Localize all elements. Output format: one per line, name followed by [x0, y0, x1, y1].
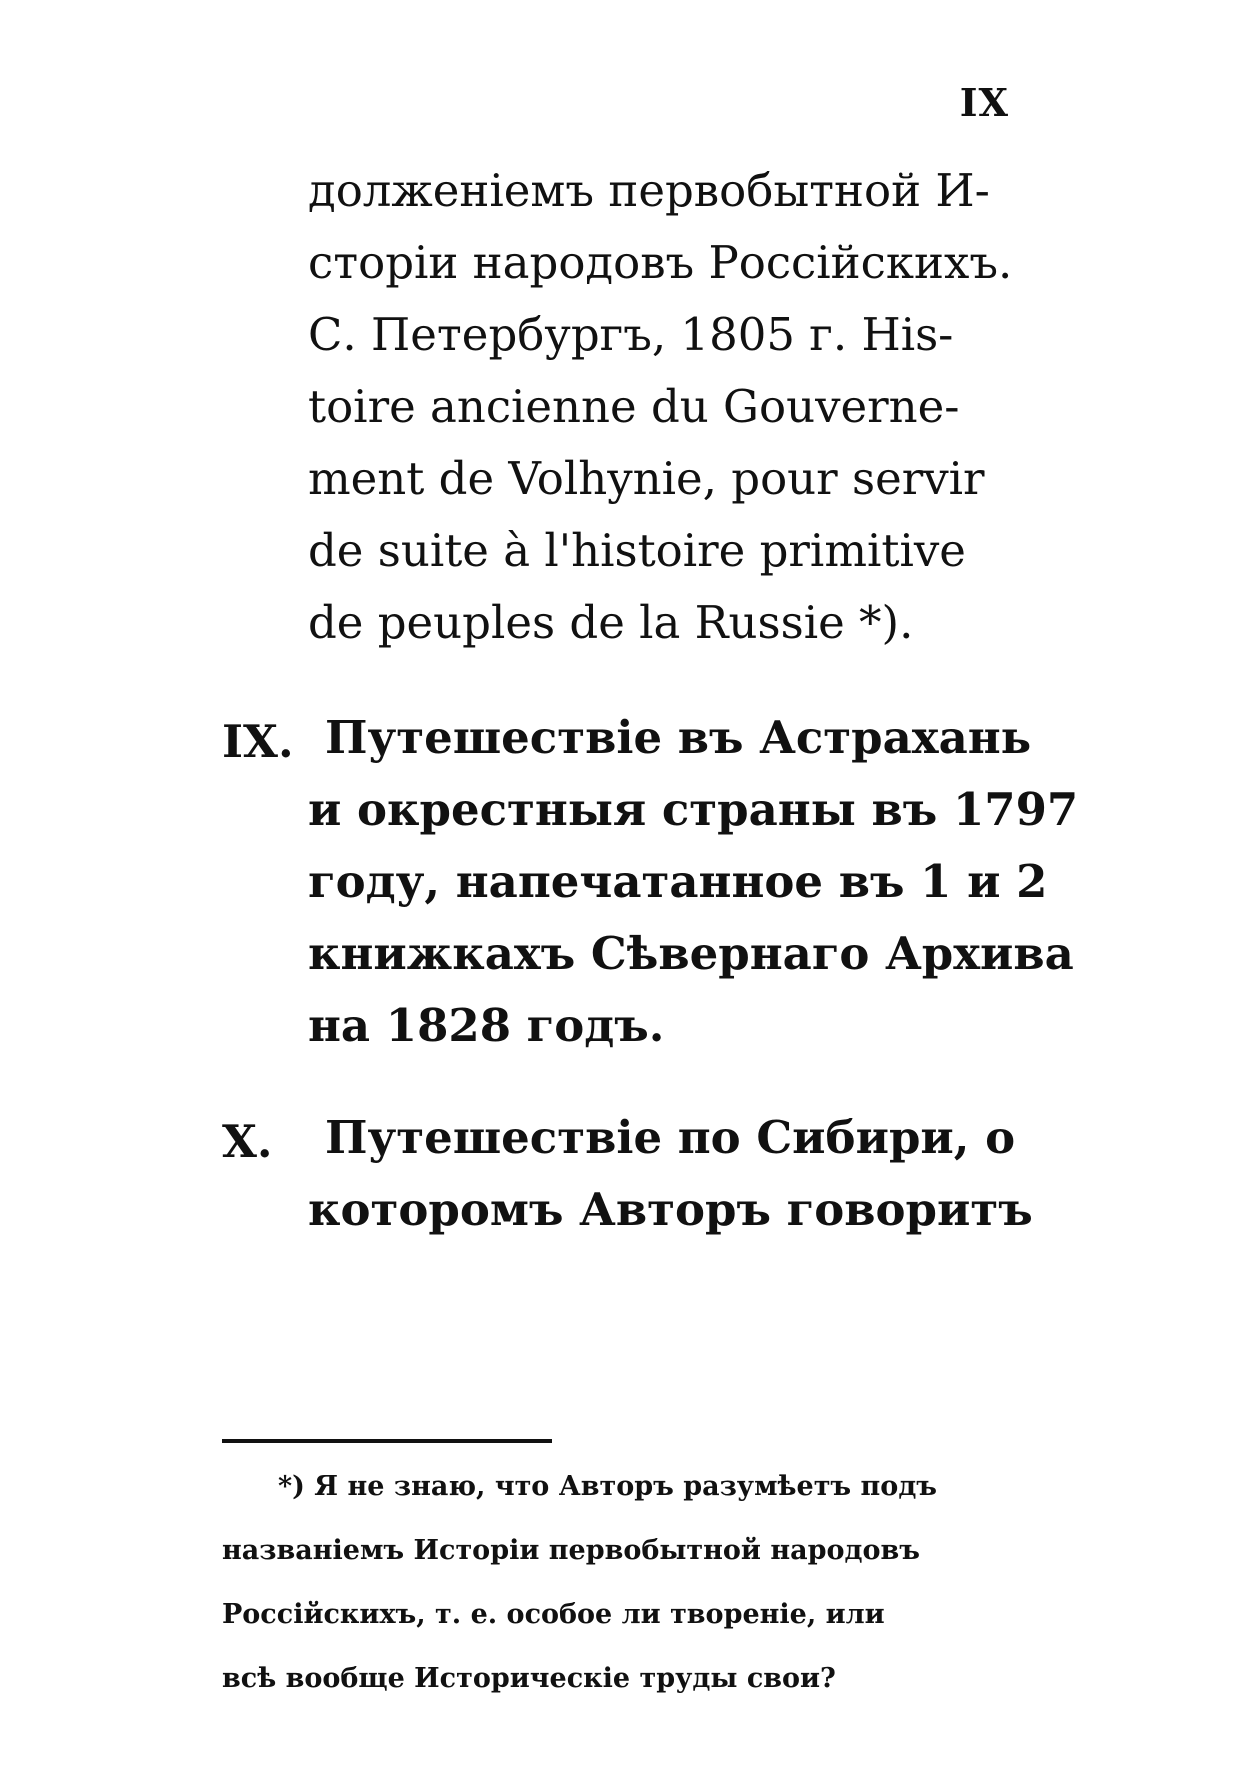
text-line: de peuples de la Russie *). [308, 596, 914, 649]
text-line: сторіи народовъ Россійскихъ. [308, 236, 1013, 289]
entry-line: Путешествіе въ Астрахань [325, 711, 1032, 764]
footnote-rule [222, 1439, 552, 1443]
entry-line: на 1828 годъ. [308, 999, 665, 1052]
text-line: toire ancienne du Gouverne- [308, 380, 960, 433]
footnote-line: *) Я не знаю, что Авторъ разумѣетъ подъ [278, 1471, 938, 1502]
footnote-line: названіемъ Исторіи первобытной народовъ [222, 1535, 920, 1566]
text-line: С. Петербургъ, 1805 г. His- [308, 308, 954, 361]
entry-line: году, напечатанное въ 1 и 2 [308, 855, 1048, 908]
entry-line: Путешествіе по Сибири, о [325, 1111, 1016, 1164]
page-number: IX [959, 80, 1009, 125]
footnote-line: Россійскихъ, т. е. особое ли твореніе, или [222, 1599, 885, 1630]
entry-number: IX. [222, 715, 294, 768]
text-line: de suite à l'histoire primitive [308, 524, 966, 577]
footnote-line: всѣ вообще Историческіе труды свои? [222, 1663, 836, 1694]
entry-number: X. [222, 1115, 273, 1168]
entry-line: которомъ Авторъ говоритъ [308, 1183, 1033, 1236]
text-line: ment de Volhynie, pour servir [308, 452, 985, 505]
entry-line: и окрестныя страны въ 1797 [308, 783, 1079, 836]
text-line: долженіемъ первобытной И- [308, 164, 990, 217]
entry-line: книжкахъ Сѣвернаго Архива [308, 927, 1074, 980]
